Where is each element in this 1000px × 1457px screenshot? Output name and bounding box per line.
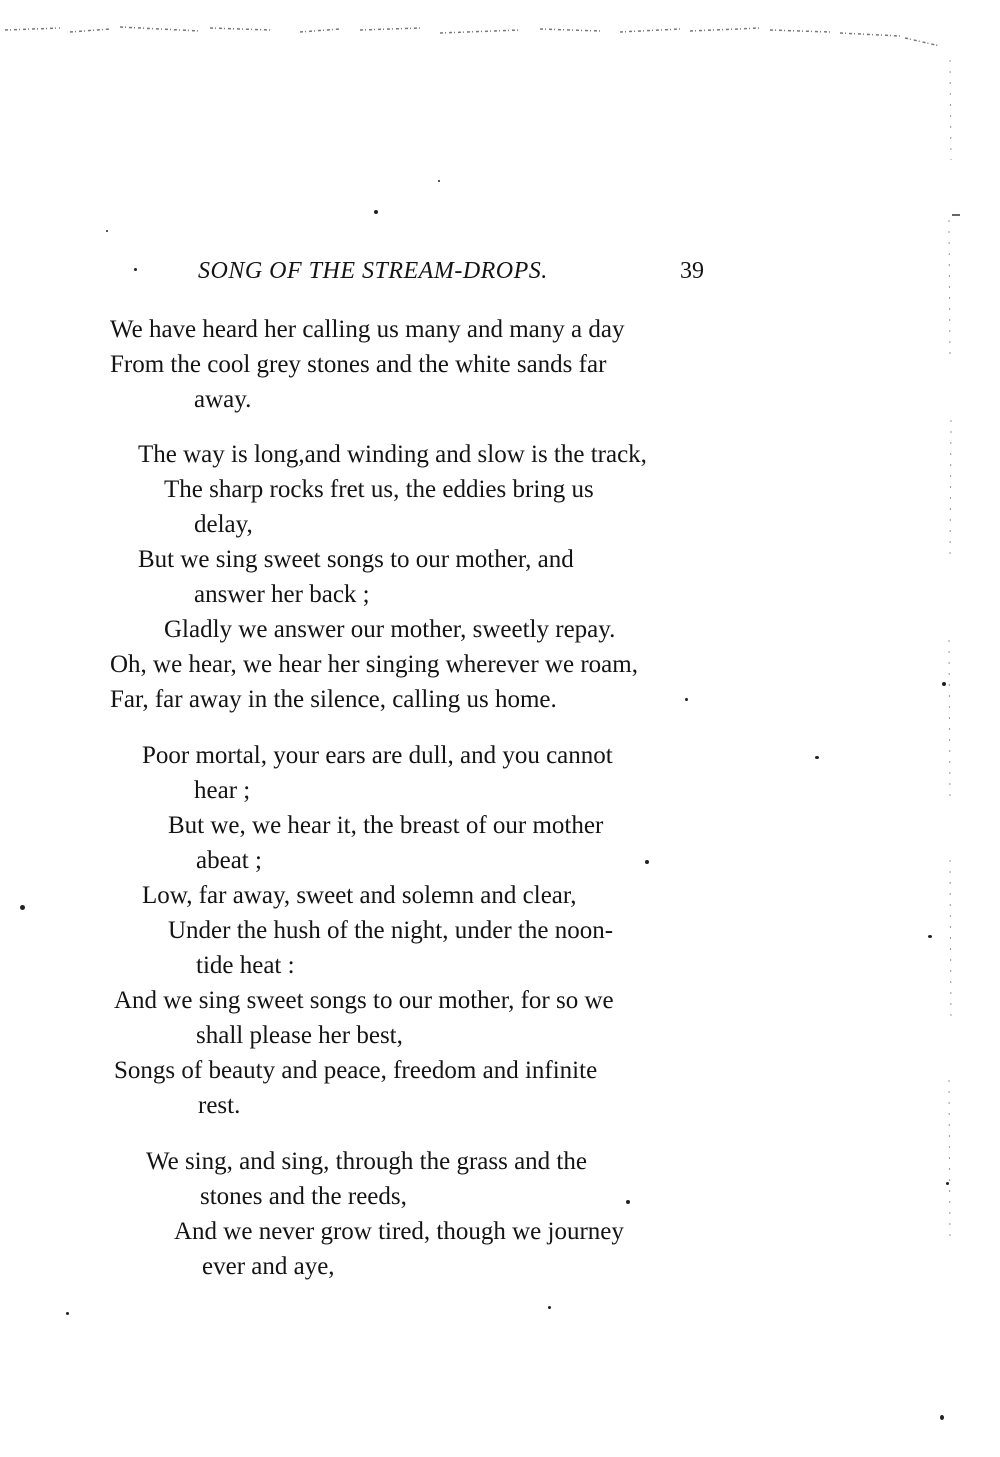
scan-speck [928,935,932,938]
scan-speck [134,268,137,271]
poem-line: abeat ; [196,847,262,874]
scan-speck [626,1200,630,1204]
scan-edge-right-noise [940,40,960,1340]
scan-speck [548,1306,551,1309]
poem-line: shall please her best, [196,1022,403,1049]
scan-speck [20,905,25,910]
poem-line: But we, we hear it, the breast of our mother [168,812,604,839]
poem-line: stones and the reeds, [200,1183,407,1210]
poem-line: away. [194,386,252,413]
poem-line: From the cool grey stones and the white sands far [110,351,607,378]
poem-line: Far, far away in the silence, calling us home. [110,686,557,713]
poem-line: tide heat : [196,952,295,979]
poem-line: rest. [198,1092,241,1119]
scan-speck [940,1415,944,1420]
poem-line: We have heard her calling us many and many a day [110,316,625,343]
poem-line: Gladly we answer our mother, sweetly repay. [164,616,616,643]
poem-line: And we sing sweet songs to our mother, for so we [114,987,614,1014]
poem-line: The sharp rocks fret us, the eddies bring us [164,476,594,503]
page-number: 39 [680,258,704,284]
scan-speck [106,230,108,232]
scan-speck [645,860,649,864]
scan-speck [438,180,440,182]
scan-speck [815,756,819,759]
poem-line: The way is long,and winding and slow is the track, [138,441,647,468]
scan-speck [942,682,946,686]
poem-line: And we never grow tired, though we journey [174,1218,624,1245]
page-header [198,258,704,294]
poem-line: Low, far away, sweet and solemn and clear, [142,882,577,909]
poem-line: Oh, we hear, we hear her singing wherever we roam, [110,651,638,678]
scan-speck [374,210,378,214]
scan-edge-top-noise [0,24,950,54]
poem-line: Songs of beauty and peace, freedom and infinite [114,1057,598,1084]
scan-speck [66,1312,69,1315]
poem-line: ever and aye, [202,1253,335,1280]
poem-line: Under the hush of the night, under the noon- [168,917,614,944]
poem-line: Poor mortal, your ears are dull, and you cannot [142,742,613,769]
poem-line: answer her back ; [194,581,370,608]
poem-line: delay, [194,511,253,538]
poem-line: But we sing sweet songs to our mother, and [138,546,574,573]
running-title: SONG OF THE STREAM-DROPS. [198,258,548,284]
scan-speck [685,698,688,701]
poem-line: We sing, and sing, through the grass and the [146,1148,587,1175]
poem-line: hear ; [194,777,251,804]
scan-speck [946,1182,949,1185]
